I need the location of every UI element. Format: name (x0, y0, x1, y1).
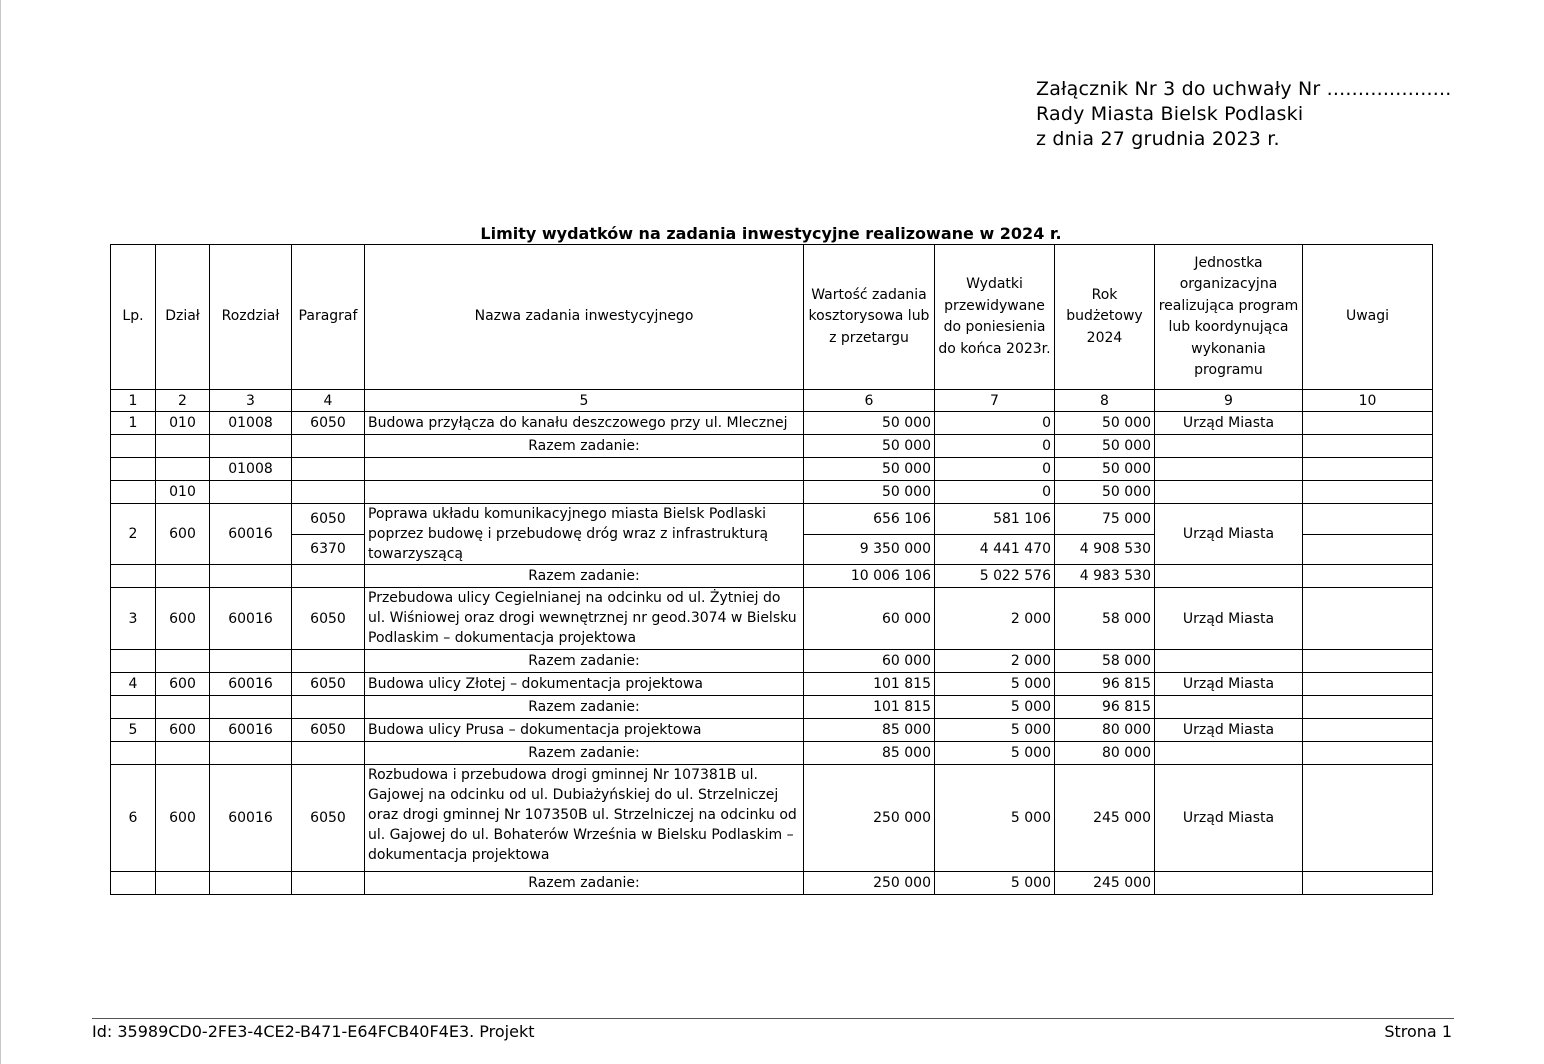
col-number: 3 (210, 390, 292, 412)
cell-jednostka: Urząd Miasta (1155, 588, 1303, 650)
cell-lp: 1 (111, 412, 156, 435)
cell-dzial: 010 (156, 412, 210, 435)
col-wartosc: Wartość zadania kosztorysowa lub z przetargu (804, 245, 935, 390)
cell-uwagi (1303, 504, 1433, 535)
sum-wydatki: 5 000 (935, 872, 1055, 895)
cell-wydatki: 5 000 (935, 765, 1055, 872)
cell-dzial: 600 (156, 588, 210, 650)
cell-wartosc: 9 350 000 (804, 534, 935, 565)
sum-rok: 50 000 (1055, 458, 1155, 481)
col-rozdzial: Rozdział (210, 245, 292, 390)
cell-jednostka: Urząd Miasta (1155, 673, 1303, 696)
col-number: 2 (156, 390, 210, 412)
cell-rozdzial: 60016 (210, 588, 292, 650)
sum-rok: 58 000 (1055, 650, 1155, 673)
table-row (111, 765, 1433, 872)
attachment-line-1: Załącznik Nr 3 do uchwały Nr .................... (1036, 78, 1452, 100)
col-number: 7 (935, 390, 1055, 412)
cell-jednostka: Urząd Miasta (1155, 719, 1303, 742)
attachment-line-3: z dnia 27 grudnia 2023 r. (1036, 128, 1280, 150)
col-paragraf: Paragraf (292, 245, 365, 390)
page-number: Strona 1 (1384, 1022, 1452, 1041)
cell-wartosc: 85 000 (804, 719, 935, 742)
sum-wartosc: 50 000 (804, 435, 935, 458)
sum-wartosc: 60 000 (804, 650, 935, 673)
sum-rok: 80 000 (1055, 742, 1155, 765)
cell-rozdzial: 60016 (210, 765, 292, 872)
col-lp: Lp. (111, 245, 156, 390)
header-row (111, 245, 1433, 390)
cell-rok: 96 815 (1055, 673, 1155, 696)
investment-limits-table (110, 244, 1433, 895)
cell-nazwa: Przebudowa ulicy Cegielnianej na odcinku od ul. Żytniej do ul. Wiśniowej oraz drogi wewnętrznej nr geod.3074 w Bielsku Podlaskim – dokumentacja projektowa (365, 588, 804, 650)
cell-dzial: 600 (156, 504, 210, 565)
cell-lp: 4 (111, 673, 156, 696)
sum-row (111, 435, 1433, 458)
cell-dzial: 600 (156, 765, 210, 872)
cell-wartosc: 656 106 (804, 504, 935, 535)
sum-wydatki: 2 000 (935, 650, 1055, 673)
sum-rok: 245 000 (1055, 872, 1155, 895)
cell-rok: 75 000 (1055, 504, 1155, 535)
cell-jednostka: Urząd Miasta (1155, 504, 1303, 565)
cell-rozdzial: 60016 (210, 719, 292, 742)
table-row (111, 412, 1433, 435)
sum-dzial: 010 (156, 481, 210, 504)
cell-jednostka: Urząd Miasta (1155, 412, 1303, 435)
cell-rok: 80 000 (1055, 719, 1155, 742)
sum-label: Razem zadanie: (365, 650, 804, 673)
sum-wartosc: 10 006 106 (804, 565, 935, 588)
cell-dzial: 600 (156, 673, 210, 696)
sum-rok: 50 000 (1055, 481, 1155, 504)
cell-wydatki: 2 000 (935, 588, 1055, 650)
col-number: 1 (111, 390, 156, 412)
dzial-sum-row (111, 481, 1433, 504)
col-number: 8 (1055, 390, 1155, 412)
sum-wydatki: 0 (935, 481, 1055, 504)
col-uwagi: Uwagi (1303, 245, 1433, 390)
sum-row (111, 872, 1433, 895)
cell-jednostka: Urząd Miasta (1155, 765, 1303, 872)
footer-divider (92, 1018, 1454, 1019)
cell-wartosc: 50 000 (804, 412, 935, 435)
sum-label: Razem zadanie: (365, 565, 804, 588)
cell-paragraf: 6370 (292, 534, 365, 565)
sum-rozdzial: 01008 (210, 458, 292, 481)
col-number: 5 (365, 390, 804, 412)
page-edge (0, 0, 1, 1064)
cell-wydatki: 5 000 (935, 673, 1055, 696)
cell-uwagi (1303, 719, 1433, 742)
col-wydatki: Wydatki przewidywane do poniesienia do końca 2023r. (935, 245, 1055, 390)
cell-rozdzial: 01008 (210, 412, 292, 435)
cell-wydatki: 0 (935, 412, 1055, 435)
sum-row (111, 565, 1433, 588)
cell-lp: 2 (111, 504, 156, 565)
cell-dzial: 600 (156, 719, 210, 742)
cell-wartosc: 250 000 (804, 765, 935, 872)
attachment-line-2: Rady Miasta Bielsk Podlaski (1036, 103, 1304, 125)
cell-nazwa: Budowa przyłącza do kanału deszczowego przy ul. Mlecznej (365, 412, 804, 435)
cell-uwagi (1303, 765, 1433, 872)
cell-wydatki: 4 441 470 (935, 534, 1055, 565)
cell-wartosc: 60 000 (804, 588, 935, 650)
cell-uwagi (1303, 534, 1433, 565)
cell-lp: 3 (111, 588, 156, 650)
document-title: Limity wydatków na zadania inwestycyjne realizowane w 2024 r. (480, 224, 1062, 243)
cell-wartosc: 101 815 (804, 673, 935, 696)
rozdzial-sum-row (111, 458, 1433, 481)
sum-wartosc: 50 000 (804, 481, 935, 504)
sum-rok: 50 000 (1055, 435, 1155, 458)
cell-paragraf: 6050 (292, 588, 365, 650)
document-id: Id: 35989CD0-2FE3-4CE2-B471-E64FCB40F4E3. Projekt (92, 1022, 535, 1041)
sum-row (111, 696, 1433, 719)
cell-nazwa: Budowa ulicy Prusa – dokumentacja projektowa (365, 719, 804, 742)
sum-rok: 4 983 530 (1055, 565, 1155, 588)
cell-nazwa: Budowa ulicy Złotej – dokumentacja projektowa (365, 673, 804, 696)
sum-wydatki: 0 (935, 458, 1055, 481)
sum-wydatki: 5 022 576 (935, 565, 1055, 588)
sum-wartosc: 50 000 (804, 458, 935, 481)
col-rok: Rok budżetowy 2024 (1055, 245, 1155, 390)
cell-uwagi (1303, 412, 1433, 435)
cell-rok: 4 908 530 (1055, 534, 1155, 565)
attachment-header (1036, 77, 1451, 152)
cell-lp: 5 (111, 719, 156, 742)
sum-label: Razem zadanie: (365, 872, 804, 895)
col-number: 9 (1155, 390, 1303, 412)
cell-wydatki: 5 000 (935, 719, 1055, 742)
cell-nazwa: Rozbudowa i przebudowa drogi gminnej Nr 107381B ul. Gajowej na odcinku od ul. Dubiażyńskiej do ul. Strzelniczej oraz drogi gminnej Nr 107350B ul. Strzelniczej na odcinku od ul. Gajowej do ul. Bohaterów Września w Bielsku Podlaskim – dokumentacja projektowa (365, 765, 804, 872)
cell-rozdzial: 60016 (210, 673, 292, 696)
cell-rozdzial: 60016 (210, 504, 292, 565)
col-jednostka: Jednostka organizacyjna realizująca program lub koordynująca wykonania programu (1155, 245, 1303, 390)
table-row (111, 588, 1433, 650)
cell-rok: 50 000 (1055, 412, 1155, 435)
cell-lp: 6 (111, 765, 156, 872)
sum-label: Razem zadanie: (365, 435, 804, 458)
cell-uwagi (1303, 588, 1433, 650)
table-row (111, 673, 1433, 696)
cell-uwagi (1303, 673, 1433, 696)
col-number: 4 (292, 390, 365, 412)
cell-paragraf: 6050 (292, 719, 365, 742)
column-number-row (111, 390, 1433, 412)
cell-paragraf: 6050 (292, 412, 365, 435)
cell-rok: 58 000 (1055, 588, 1155, 650)
col-number: 10 (1303, 390, 1433, 412)
cell-rok: 245 000 (1055, 765, 1155, 872)
table-row (111, 504, 1433, 535)
sum-wartosc: 101 815 (804, 696, 935, 719)
cell-wydatki: 581 106 (935, 504, 1055, 535)
col-dzial: Dział (156, 245, 210, 390)
sum-label: Razem zadanie: (365, 696, 804, 719)
sum-wartosc: 85 000 (804, 742, 935, 765)
table-row (111, 719, 1433, 742)
sum-rok: 96 815 (1055, 696, 1155, 719)
col-number: 6 (804, 390, 935, 412)
sum-row (111, 742, 1433, 765)
cell-nazwa: Poprawa układu komunikacyjnego miasta Bielsk Podlaski poprzez budowę i przebudowę dróg wraz z infrastrukturą towarzyszącą (365, 504, 804, 565)
sum-wartosc: 250 000 (804, 872, 935, 895)
sum-row (111, 650, 1433, 673)
cell-paragraf: 6050 (292, 765, 365, 872)
col-nazwa: Nazwa zadania inwestycyjnego (365, 245, 804, 390)
sum-label: Razem zadanie: (365, 742, 804, 765)
cell-paragraf: 6050 (292, 673, 365, 696)
cell-paragraf: 6050 (292, 504, 365, 535)
sum-wydatki: 0 (935, 435, 1055, 458)
sum-wydatki: 5 000 (935, 696, 1055, 719)
sum-wydatki: 5 000 (935, 742, 1055, 765)
